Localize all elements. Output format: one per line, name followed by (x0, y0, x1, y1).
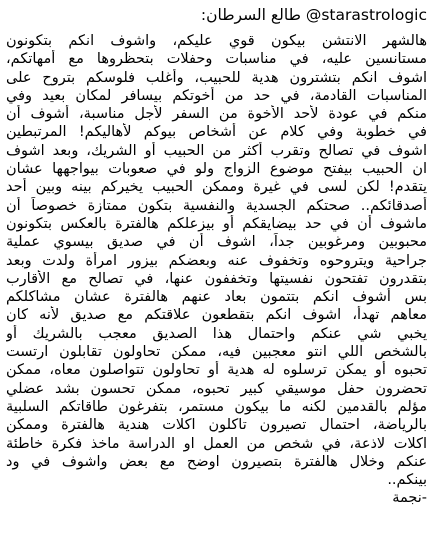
post-line: محبوبين ومرغوبين جداً، اشوف أن في صديق بيسوي عملية (6, 234, 427, 251)
post-line: تحبوه أو يمكن ترسلوه له هدية أو تحاولون تتواصلون معاه، ممكن (6, 362, 427, 379)
post-line: ان الحبيب بيفتح موضوع الزواج ولو في صعوبات بيواجهها عشان (6, 161, 427, 178)
post-line: معاهم تهدأ، اشوف انكم بتقطعون علاقتكم مع صديق لأنه كان (6, 307, 427, 324)
post-body (6, 32, 427, 508)
post-line: مستانسين عليه، في مناسبات وحفلات بتحظروها مع أمهاتكم، (6, 51, 427, 68)
post-line: منكم في عودة لأحد الأخوة من السفر لأجل مناسبة، أشوف أن (6, 106, 427, 123)
post-line: مؤلم بالقدمين لكنه ما بيكون مستمر، بتفرغون طاقاتكم السلبية (6, 398, 427, 415)
post-line: جراحية ويتروحوه وتخفوف عنه وبعضكم بيزور امرأة ولدت وبعد (6, 252, 427, 269)
post-line: ماشوف أن في حد بيضايقكم أو بيزعلكم هالفترة بالعكس بتكونون (6, 215, 427, 232)
post-line: اكلات لاذعة، في شخص من العمل او الدراسة ماخذ فكرة خاطئة (6, 435, 427, 452)
post-line: يتقدم! لكن لسى في غيرة وممكن الحبيب يخيركم بينه وبين أحد (6, 179, 427, 196)
post-line: عنكم وخلال هالفترة بتصيرون اوضح مع بعض واشوف في ود (6, 453, 427, 470)
post-line: بس أشوف انكم بتتمون بعاد عنهم هالفترة عشان مشاكلكم (6, 289, 427, 306)
post-line: اشوف انكم بتشترون هدية للحبيب، وأغلب فلوسكم بتروح على (6, 69, 427, 86)
post-line: بالشخص اللي انتو معجبين فيه، ممكن تحاولون تقابلون ارتست (6, 344, 427, 361)
post-title: طالع السرطان: (200, 6, 301, 24)
post-signature: -نجمة (392, 490, 427, 507)
post-line: تحضرون حفل موسيقي كبير تحبوه، ممكن تحسون بشد عضلي (6, 380, 427, 397)
post-line: يخبي شي عنكم واحتمال هذا الصديق معجب بالشريك أو (6, 325, 427, 342)
post-line: أصدقائكم.. صحتكم الجسدية والنفسية بتكون ممتازة خصوصاً أن (6, 197, 427, 214)
post-line: المناسبات القادمة، في حد من أخوتكم بيسافر لمكان بعيد وفي (6, 87, 427, 104)
post-line: بالرياضة، احتمال تصيرون تاكلون اكلات هندية هالفترة وممكن (6, 417, 427, 434)
post-line: بتقدرون تفتحون نفسيتها وتخففون عنها، في تصالح مع الأقارب (6, 270, 427, 287)
post-line: في خطوبة وفي كلام عن أشخاص بيوكم لأهاليكم! المرتبطين (6, 124, 427, 141)
post-line: هالشهر الانتشن بيكون قوي عليكم، واشوف انكم بتكونون (6, 33, 427, 49)
author-handle[interactable]: @starastrologic (305, 6, 427, 24)
post-header (6, 4, 427, 26)
post-line: بينكم.. (387, 472, 427, 489)
post-line: اشوف في تصالح وتقرب أكثر من الحبيب أو الشريك، وبعد اشوف (6, 142, 427, 159)
